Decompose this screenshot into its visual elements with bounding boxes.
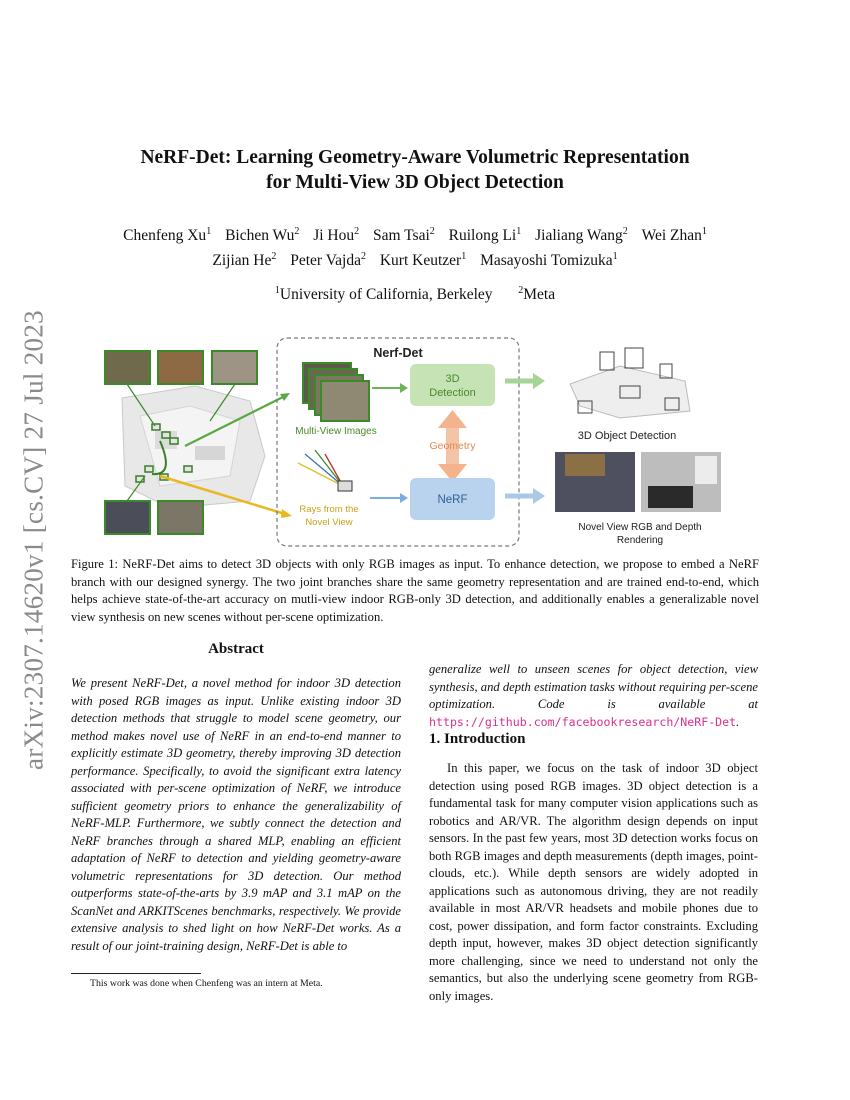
abstract-body-left: We present NeRF-Det, a novel method for indoor 3D detection with posed RGB images as input. Unlike existing indoor 3D detection methods that struggle to model scene geometry, our method makes novel use of NeRF in an end-to-end manner to explicitly estimate 3D geometry, thereby improving 3D detection performance. Specifically, to avoid the significant extra latency associated with per-scene optimization of NeRF, we introduce sufficient geometry priors to enhance the generalizability of NeRF-MLP. Furthermore, we subtly connect the detection and NeRF branches through a shared MLP, enabling an efficient adaptation of NeRF to detection and yielding geometry-aware volumetric representations for 3D detection. Our method outperforms state-of-the-arts by 3.9 mAP and 3.1 mAP on the ScanNet and ARKITScenes benchmarks, respectively. We provide extensive analysis to shed light on how NeRF-Det works. As a result of our joint-training design, NeRF-Det is able to <box>71 676 401 953</box>
authors-line-2 <box>70 248 760 273</box>
novel-view-label-line2: Rendering <box>616 535 664 546</box>
author: Masayoshi Tomizuka$^1$ <box>480 251 618 269</box>
author: Sam Tsai$^2$ <box>373 226 435 244</box>
rays-label-line1: Rays from the <box>299 504 359 515</box>
author: Chenfeng Xu$^1$ <box>123 226 212 244</box>
detection-label-line2: Detection <box>429 387 476 399</box>
intro-body: In this paper, we focus on the task of indoor 3D object detection using posed RGB images. 3D object detection is a fundamental task for many computer vision applications such as robotics and AR/VR. The algorithm design depends on input sensors. In the past few years, most 3D detection works focus on both RGB images and depth measurements (depth images, point-clouds, etc.). While depth sensors are widely adopted in applications such as autonomous driving, they are not readily available in most AR/VR headsets and mobile phones due to cost, power dissipation, and form factor constraints. Excluding depth input, however, makes 3D object detection significantly more challenging, since we need to understand not only the semantics, but also the underlying scene geometry from RGB-only images. <box>429 761 758 1003</box>
affiliation: $^1$University of California, Berkeley <box>274 285 493 303</box>
figure-1-diagram <box>100 336 750 551</box>
detection-box <box>410 364 495 406</box>
arxiv-stamp <box>14 300 54 780</box>
figure-caption: Figure 1: NeRF-Det aims to detect 3D objects with only RGB images as input. To enhance detection, we propose to embed a NeRF branch with our designed synergy. The two joint branches share the same geometry representation and are trained end-to-end, which helps achieve state-of-the-art accuracy on mutli-view indoor RGB-only 3D detection, and additionally enables a generalizable novel view synthesis on new scenes without per-scene optimization. <box>71 557 759 624</box>
author: Wei Zhan$^1$ <box>641 226 707 244</box>
arxiv-stamp-text: arXiv:2307.14620v1 [cs.CV] 27 Jul 2023 <box>18 310 49 770</box>
detection-output-label: 3D Object Detection <box>577 430 677 442</box>
figure-1 <box>100 336 750 551</box>
authors-line-1 <box>70 223 760 248</box>
detection-label-line1: 3D <box>445 373 460 385</box>
author: Ji Hou$^2$ <box>313 226 360 244</box>
author: Kurt Keutzer$^1$ <box>379 251 467 269</box>
multi-view-label: Multi-View Images <box>295 426 377 437</box>
detection-output-render <box>570 348 690 418</box>
footnote: This work was done when Chenfeng was an intern at Meta. <box>90 978 323 989</box>
section-heading: 1. Introduction <box>429 731 526 747</box>
author: Zijian He$^2$ <box>212 251 277 269</box>
title-line-2: for Multi-View 3D Object Detection <box>266 172 564 193</box>
abstract-body-right: generalize well to unseen scenes for object detection, view synthesis, and depth estimation tasks without requiring per-scene optimization. Code is available at https://github.com/facebookresearch/NeRF-Det. <box>429 662 758 729</box>
geometry-label: Geometry <box>429 440 476 452</box>
affiliations <box>70 286 760 304</box>
multi-view-stack <box>303 363 369 421</box>
abstract-heading: Abstract <box>208 641 264 657</box>
affiliation: $^2$Meta <box>518 285 556 303</box>
rays-icon <box>298 450 352 491</box>
code-link[interactable]: https://github.com/facebookresearch/NeRF-Det <box>429 714 737 729</box>
author-list <box>70 223 760 273</box>
rays-label-line2: Novel View <box>305 517 353 528</box>
author: Bichen Wu$^2$ <box>225 226 300 244</box>
scene-reconstruction <box>122 386 265 508</box>
nerf-label: NeRF <box>437 494 468 506</box>
nerf-det-box-title: Nerf-Det <box>373 346 423 360</box>
title-line-1: NeRF-Det: Learning Geometry-Aware Volumetric Representation <box>140 147 690 168</box>
author: Jialiang Wang$^2$ <box>535 226 628 244</box>
author: Ruilong Li$^1$ <box>448 226 522 244</box>
author: Peter Vajda$^2$ <box>290 251 366 269</box>
footnote-rule <box>71 973 201 974</box>
paper-title <box>70 145 760 195</box>
novel-view-label-line1: Novel View RGB and Depth <box>578 522 702 533</box>
